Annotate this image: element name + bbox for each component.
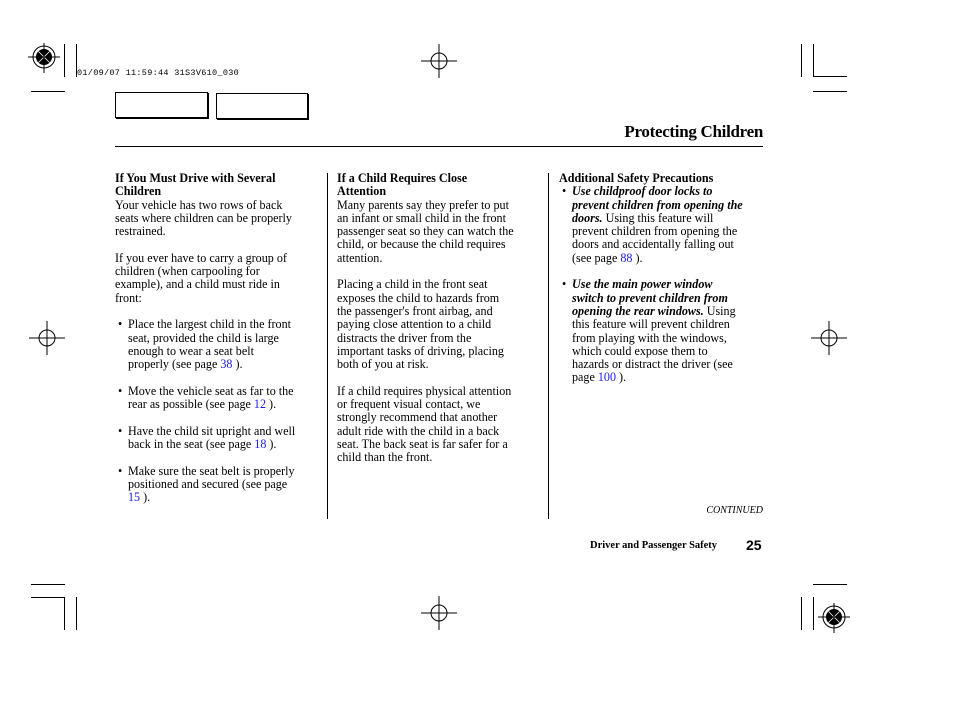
paragraph: If you ever have to carry a group of children (when carpooling for example), and a child must ride in front: [115,250,287,305]
bullet-icon: • [118,317,123,332]
list-item: • Use childproof door locks to prevent children from opening the doors. Using this feature will prevent children from opening the doors and accidentally falling out (see page 88 ). [562,184,743,265]
bullet-icon: • [118,463,123,478]
crosshair-icon [421,596,457,630]
page-link[interactable]: 100 [597,370,616,385]
column-divider [548,173,549,519]
footer-section: Driver and Passenger Safety [590,540,718,551]
nav-tab-2[interactable] [216,93,308,119]
bullet-icon: • [118,383,123,398]
paragraph: Your vehicle has two rows of back seats where children can be properly restrained. [115,197,292,239]
page-link[interactable]: 38 [220,357,233,372]
page-link[interactable]: 15 [128,490,141,505]
column-divider [327,173,328,519]
paragraph: Many parents say they prefer to put an infant or small child in the front passenger seat so they can watch the child, or because the child requires attention. [337,197,514,265]
list-item: • Make sure the seat belt is properly positioned and secured (see page 15 ). [118,463,295,505]
page-number: 25 [746,537,762,553]
section-heading: Additional Safety Precautions [559,171,714,185]
nav-tab-1[interactable] [115,92,208,118]
page-link[interactable]: 18 [254,436,267,451]
list-item: • Place the largest child in the front seat, provided the child is large enough to wear a seat belt properly (see page 38 ). [118,317,291,372]
bullet-icon: • [562,277,567,292]
bullet-icon: • [118,423,123,438]
list-item: • Have the child sit upright and well back in the seat (see page 18 ). [118,423,296,451]
print-stamp: 01/09/07 11:59:44 31S3V610_030 [77,68,240,78]
section-heading: If You Must Drive with Several Children [115,171,276,199]
continued-label: CONTINUED [706,505,763,516]
page-link[interactable]: 88 [620,250,633,265]
page-title: Protecting Children [624,122,763,141]
list-item: • Move the vehicle seat as far to the rear as possible (see page 12 ). [118,383,294,412]
list-item: • Use the main power window switch to prevent children from opening the rear windows. Using this feature will prevent children from playing with the windows, which could expose them to hazards or distract the driver (see page 100 ). [562,277,736,385]
crosshair-icon [811,321,847,355]
crosshair-icon [421,44,457,78]
title-rule [115,146,763,147]
registration-target-icon [28,43,60,75]
paragraph: Placing a child in the front seat exposes the child to hazards from the passenger's front airbag, and paying close attention to a child distracts the driver from the important tasks of driving, placing both of you at risk. [337,277,504,372]
bullet-icon: • [562,184,567,199]
section-heading: If a Child Requires Close Attention [337,171,468,199]
paragraph: If a child requires physical attention or frequent visual contact, we strongly recommend that another adult ride with the child in a back seat. The back seat is far safer for a child than the front. [337,383,512,465]
crosshair-icon [29,321,65,355]
column-left [115,172,325,504]
column-right [559,172,764,385]
registration-target-icon [818,603,850,635]
column-middle [337,172,547,465]
page-link[interactable]: 12 [253,397,267,412]
